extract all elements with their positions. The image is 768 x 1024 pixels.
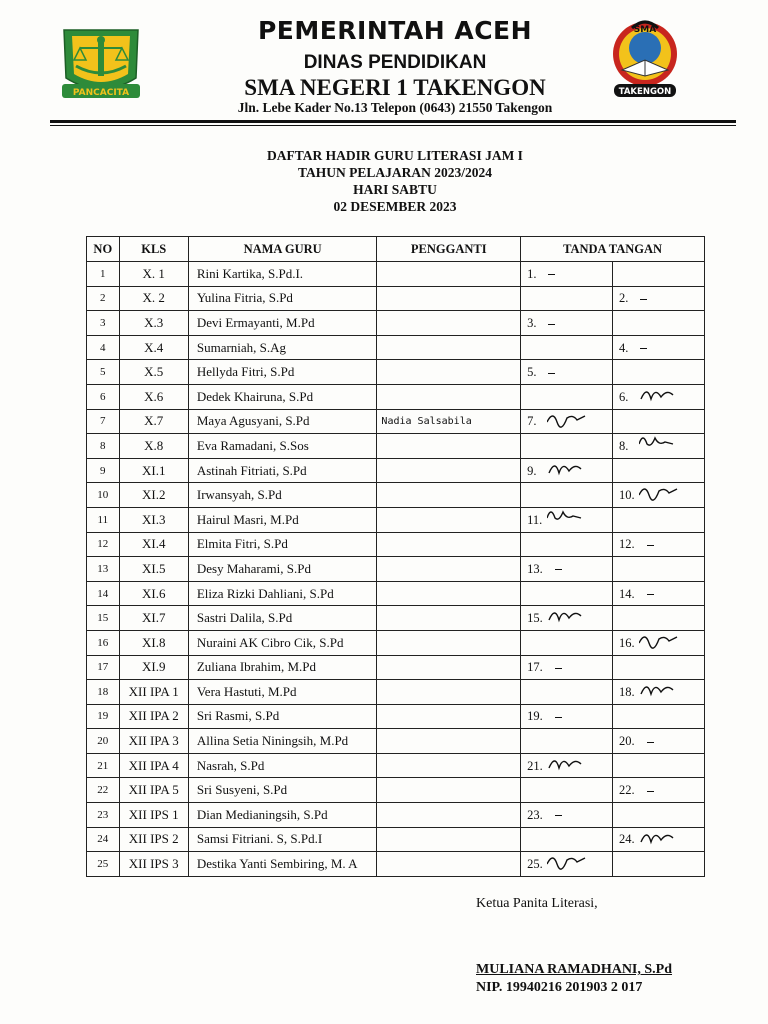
school-name: SMA NEGERI 1 TAKENGON: [244, 75, 546, 100]
government-title: PEMERINTAH ACEH: [257, 16, 533, 45]
row-signature-left: [521, 852, 613, 877]
row-number: 23: [87, 803, 120, 828]
handwritten-signature: [639, 631, 685, 651]
row-substitute: [377, 606, 521, 631]
row-substitute: [377, 483, 521, 508]
attendance-table: [86, 236, 705, 877]
row-teacher-name: Sastri Dalila, S.Pd: [188, 606, 377, 631]
row-signature-right: [613, 803, 705, 828]
table-row: [87, 704, 705, 729]
signature-number: 23.: [527, 807, 543, 822]
row-teacher-name: Vera Hastuti, M.Pd: [188, 680, 377, 705]
row-number: 17: [87, 655, 120, 680]
row-number: 2: [87, 286, 120, 311]
absent-dash: [647, 594, 654, 595]
row-signature-left: [521, 606, 613, 631]
table-row: [87, 335, 705, 360]
signature-number: 7.: [527, 414, 537, 429]
row-number: 15: [87, 606, 120, 631]
row-signature-right: [613, 680, 705, 705]
signature-number: 14.: [619, 586, 635, 601]
row-number: 18: [87, 680, 120, 705]
header-pengganti: PENGGANTI: [377, 237, 521, 262]
signature-number: 9.: [527, 463, 537, 478]
handwritten-signature: [547, 459, 593, 479]
row-class: XII IPS 1: [119, 803, 188, 828]
row-number: 20: [87, 729, 120, 754]
absent-dash: [555, 815, 562, 816]
table-row: [87, 262, 705, 287]
absent-dash: [555, 569, 562, 570]
row-signature-right: [613, 729, 705, 754]
row-signature-right: [613, 606, 705, 631]
row-number: 6: [87, 384, 120, 409]
row-signature-right: [613, 778, 705, 803]
table-row: [87, 458, 705, 483]
row-signature-left: [521, 360, 613, 385]
signature-number: 15.: [527, 611, 543, 626]
pancacita-logo-text: PANCACITA: [72, 88, 130, 98]
row-teacher-name: Sumarniah, S.Ag: [188, 335, 377, 360]
absent-dash: [647, 791, 654, 792]
handwritten-signature: [547, 410, 593, 430]
header-tanda-tangan: TANDA TANGAN: [521, 237, 705, 262]
doc-title-line1: DAFTAR HADIR GURU LITERASI JAM I: [267, 148, 523, 163]
row-signature-left: [521, 532, 613, 557]
row-signature-left: [521, 262, 613, 287]
absent-dash: [647, 545, 654, 546]
signature-number: 13.: [527, 561, 543, 576]
signature-number: 6.: [619, 389, 629, 404]
absent-dash: [640, 299, 647, 300]
row-teacher-name: Rini Kartika, S.Pd.I.: [188, 262, 377, 287]
table-row: [87, 360, 705, 385]
table-row: [87, 753, 705, 778]
row-substitute: [377, 827, 521, 852]
signature-number: 24.: [619, 832, 635, 847]
absent-dash: [555, 717, 562, 718]
row-substitute: [377, 311, 521, 336]
row-class: X.6: [119, 384, 188, 409]
row-teacher-name: Elmita Fitri, S.Pd: [188, 532, 377, 557]
row-signature-right: [613, 581, 705, 606]
absent-dash: [647, 742, 654, 743]
row-teacher-name: Dedek Khairuna, S.Pd: [188, 384, 377, 409]
row-class: XII IPA 4: [119, 753, 188, 778]
row-substitute: [377, 384, 521, 409]
row-signature-right: [613, 753, 705, 778]
row-number: 22: [87, 778, 120, 803]
table-row: [87, 606, 705, 631]
row-number: 11: [87, 507, 120, 532]
signature-number: 10.: [619, 488, 635, 503]
header-nama: NAMA GURU: [188, 237, 377, 262]
signature-number: 18.: [619, 684, 635, 699]
row-teacher-name: Irwansyah, S.Pd: [188, 483, 377, 508]
row-teacher-name: Eliza Rizki Dahliani, S.Pd: [188, 581, 377, 606]
row-signature-right: [613, 311, 705, 336]
row-number: 1: [87, 262, 120, 287]
school-logo-text: TAKENGON: [618, 87, 672, 97]
row-teacher-name: Samsi Fitriani. S, S.Pd.I: [188, 827, 377, 852]
table-row: [87, 827, 705, 852]
row-class: XI.9: [119, 655, 188, 680]
row-signature-right: [613, 704, 705, 729]
row-teacher-name: Sri Rasmi, S.Pd: [188, 704, 377, 729]
absent-dash: [548, 324, 555, 325]
row-class: XI.3: [119, 507, 188, 532]
row-substitute: [377, 532, 521, 557]
signatory-nip: NIP. 19940216 201903 2 017: [476, 980, 643, 995]
signature-number: 2.: [619, 291, 629, 306]
row-signature-left: [521, 581, 613, 606]
row-substitute: [377, 729, 521, 754]
row-number: 19: [87, 704, 120, 729]
handwritten-signature: [639, 483, 685, 503]
handwritten-signature: [639, 828, 685, 848]
school-address: Jln. Lebe Kader No.13 Telepon (0643) 21550 Takengon: [237, 100, 553, 115]
row-class: XI.8: [119, 630, 188, 655]
table-header-row: [87, 237, 705, 262]
pancacita-logo: [58, 26, 144, 100]
row-substitute: [377, 581, 521, 606]
row-class: XI.1: [119, 458, 188, 483]
row-class: XII IPS 2: [119, 827, 188, 852]
row-signature-right: [613, 262, 705, 287]
row-signature-right: [613, 335, 705, 360]
signature-number: 17.: [527, 660, 543, 675]
signature-number: 25.: [527, 857, 543, 872]
row-class: XII IPS 3: [119, 852, 188, 877]
row-substitute: [377, 507, 521, 532]
row-signature-left: [521, 507, 613, 532]
row-class: X.3: [119, 311, 188, 336]
row-signature-left: [521, 778, 613, 803]
row-class: XI.5: [119, 557, 188, 582]
row-class: X.8: [119, 434, 188, 459]
row-class: X.5: [119, 360, 188, 385]
row-substitute: [377, 803, 521, 828]
table-row: [87, 384, 705, 409]
handwritten-signature: [639, 680, 685, 700]
row-signature-left: [521, 483, 613, 508]
row-signature-left: [521, 753, 613, 778]
row-signature-left: [521, 630, 613, 655]
row-substitute: [377, 778, 521, 803]
row-substitute: [377, 753, 521, 778]
row-signature-left: [521, 458, 613, 483]
row-class: X. 2: [119, 286, 188, 311]
row-class: XI.2: [119, 483, 188, 508]
row-teacher-name: Desy Maharami, S.Pd: [188, 557, 377, 582]
row-number: 8: [87, 434, 120, 459]
row-substitute: [377, 434, 521, 459]
row-class: XII IPA 1: [119, 680, 188, 705]
row-substitute: [377, 458, 521, 483]
row-signature-left: [521, 655, 613, 680]
row-signature-right: [613, 434, 705, 459]
row-number: 3: [87, 311, 120, 336]
table-row: [87, 778, 705, 803]
row-class: X. 1: [119, 262, 188, 287]
row-signature-left: [521, 335, 613, 360]
doc-title-line2: TAHUN PELAJARAN 2023/2024: [297, 165, 492, 180]
school-logo-top-text: SMA: [633, 25, 657, 35]
row-class: XI.6: [119, 581, 188, 606]
row-signature-left: [521, 434, 613, 459]
row-teacher-name: Eva Ramadani, S.Sos: [188, 434, 377, 459]
row-class: X.7: [119, 409, 188, 434]
absent-dash: [555, 668, 562, 669]
table-row: [87, 852, 705, 877]
doc-title-line3: HARI SABTU: [353, 182, 437, 197]
handwritten-signature: [547, 508, 593, 528]
row-signature-right: [613, 557, 705, 582]
row-signature-left: [521, 311, 613, 336]
signatory-role: Ketua Panita Literasi,: [476, 896, 598, 911]
row-substitute: [377, 704, 521, 729]
row-signature-right: [613, 458, 705, 483]
row-substitute: Nadia Salsabila: [377, 409, 521, 434]
signature-number: 5.: [527, 365, 537, 380]
row-teacher-name: Devi Ermayanti, M.Pd: [188, 311, 377, 336]
row-number: 4: [87, 335, 120, 360]
row-signature-left: [521, 680, 613, 705]
row-signature-right: [613, 852, 705, 877]
row-number: 24: [87, 827, 120, 852]
absent-dash: [640, 348, 647, 349]
row-substitute: [377, 630, 521, 655]
handwritten-signature: [547, 852, 593, 872]
row-signature-right: [613, 360, 705, 385]
row-substitute: [377, 335, 521, 360]
department-title: DINAS PENDIDIKAN: [303, 52, 487, 73]
row-substitute: [377, 557, 521, 582]
row-signature-right: [613, 507, 705, 532]
row-teacher-name: Nasrah, S.Pd: [188, 753, 377, 778]
row-signature-right: [613, 483, 705, 508]
table-row: [87, 311, 705, 336]
signature-number: 19.: [527, 709, 543, 724]
row-number: 10: [87, 483, 120, 508]
school-logo: [602, 18, 688, 100]
row-signature-left: [521, 704, 613, 729]
row-number: 25: [87, 852, 120, 877]
row-number: 12: [87, 532, 120, 557]
row-substitute: [377, 852, 521, 877]
table-row: [87, 286, 705, 311]
absent-dash: [548, 373, 555, 374]
header-rule-thick: [50, 120, 736, 123]
table-row: [87, 532, 705, 557]
row-teacher-name: Dian Medianingsih, S.Pd: [188, 803, 377, 828]
row-signature-right: [613, 655, 705, 680]
table-row: [87, 409, 705, 434]
row-teacher-name: Astinah Fitriati, S.Pd: [188, 458, 377, 483]
table-row: [87, 729, 705, 754]
signature-number: 4.: [619, 340, 629, 355]
signature-number: 11.: [527, 512, 543, 527]
row-teacher-name: Destika Yanti Sembiring, M. A: [188, 852, 377, 877]
table-row: [87, 630, 705, 655]
row-class: XII IPA 2: [119, 704, 188, 729]
row-signature-left: [521, 557, 613, 582]
row-number: 16: [87, 630, 120, 655]
row-signature-left: [521, 286, 613, 311]
row-number: 9: [87, 458, 120, 483]
row-class: XII IPA 3: [119, 729, 188, 754]
signature-number: 8.: [619, 438, 629, 453]
row-teacher-name: Zuliana Ibrahim, M.Pd: [188, 655, 377, 680]
doc-title-line4: 02 DESEMBER 2023: [333, 199, 457, 214]
row-class: XII IPA 5: [119, 778, 188, 803]
row-class: XI.7: [119, 606, 188, 631]
header-rule-thin: [50, 125, 736, 126]
row-teacher-name: Nuraini AK Cibro Cik, S.Pd: [188, 630, 377, 655]
row-number: 7: [87, 409, 120, 434]
row-signature-left: [521, 827, 613, 852]
handwritten-signature: [639, 385, 685, 405]
header-kls: KLS: [119, 237, 188, 262]
row-number: 21: [87, 753, 120, 778]
row-teacher-name: Yulina Fitria, S.Pd: [188, 286, 377, 311]
row-number: 13: [87, 557, 120, 582]
row-signature-right: [613, 827, 705, 852]
row-substitute: [377, 286, 521, 311]
row-class: XI.4: [119, 532, 188, 557]
row-signature-right: [613, 409, 705, 434]
signature-number: 20.: [619, 734, 635, 749]
row-signature-right: [613, 286, 705, 311]
row-number: 14: [87, 581, 120, 606]
row-signature-left: [521, 729, 613, 754]
table-row: [87, 803, 705, 828]
row-signature-left: [521, 409, 613, 434]
row-substitute: [377, 360, 521, 385]
signature-number: 16.: [619, 635, 635, 650]
signature-number: 1.: [527, 266, 537, 281]
table-row: [87, 507, 705, 532]
handwritten-signature: [547, 606, 593, 626]
row-signature-left: [521, 384, 613, 409]
row-substitute: [377, 680, 521, 705]
absent-dash: [548, 274, 555, 275]
row-signature-right: [613, 384, 705, 409]
row-teacher-name: Sri Susyeni, S.Pd: [188, 778, 377, 803]
row-teacher-name: Allina Setia Niningsih, M.Pd: [188, 729, 377, 754]
signature-number: 12.: [619, 537, 635, 552]
header-no: NO: [87, 237, 120, 262]
table-row: [87, 434, 705, 459]
row-signature-right: [613, 630, 705, 655]
table-row: [87, 557, 705, 582]
signature-number: 3.: [527, 315, 537, 330]
handwritten-signature: [639, 434, 685, 454]
row-signature-left: [521, 803, 613, 828]
signature-number: 22.: [619, 783, 635, 798]
table-row: [87, 483, 705, 508]
table-row: [87, 655, 705, 680]
table-row: [87, 581, 705, 606]
row-substitute: [377, 262, 521, 287]
handwritten-signature: [547, 754, 593, 774]
table-row: [87, 680, 705, 705]
signature-number: 21.: [527, 758, 543, 773]
row-substitute: [377, 655, 521, 680]
row-number: 5: [87, 360, 120, 385]
signatory-name: MULIANA RAMADHANI, S.Pd: [476, 962, 673, 977]
row-class: X.4: [119, 335, 188, 360]
row-teacher-name: Hairul Masri, M.Pd: [188, 507, 377, 532]
row-teacher-name: Maya Agusyani, S.Pd: [188, 409, 377, 434]
row-teacher-name: Hellyda Fitri, S.Pd: [188, 360, 377, 385]
row-signature-right: [613, 532, 705, 557]
